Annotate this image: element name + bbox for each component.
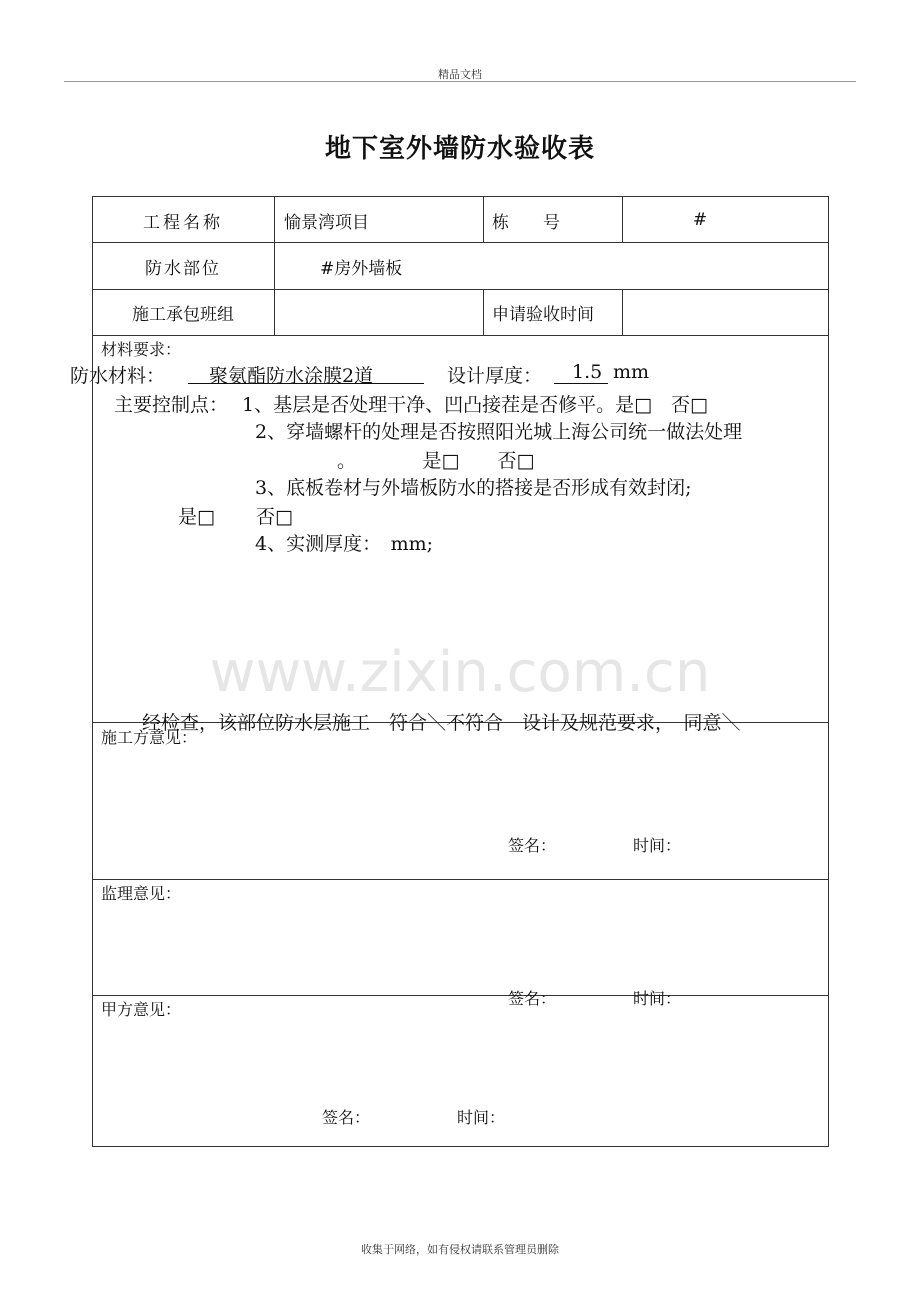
header-rule	[64, 81, 856, 82]
control-point-2: 2、穿墙螺杆的处理是否按照阳光城上海公司统一做法处理	[255, 421, 743, 443]
building-number-value: #	[692, 210, 708, 230]
table-border-bottom	[92, 1146, 829, 1147]
materials-section	[70, 336, 828, 734]
control-point-1: 1、基层是否处理干净、凹凸接茬是否修平。是□ 否□	[242, 394, 708, 416]
owner-opinion-section	[92, 996, 828, 1146]
contractor-time-label: 时间：	[633, 836, 682, 855]
material-label: 防水材料：	[70, 365, 166, 387]
table-border-right	[828, 196, 829, 1146]
table-column-divider	[274, 196, 275, 335]
design-thickness-unit: mm	[613, 361, 650, 383]
contractor-opinion-section	[92, 723, 828, 879]
control-points-label: 主要控制点：	[114, 394, 229, 416]
waterproof-location-value: #房外墙板	[320, 259, 403, 279]
project-name-label: 工程名称	[143, 213, 223, 233]
owner-sign-label: 签名：	[322, 1108, 371, 1127]
control-point-3-yes: 是□	[178, 506, 215, 528]
control-point-2-result: 。 是□ 否□	[337, 450, 535, 472]
page-footer: 收集于网络，如有侵权请联系管理员删除	[361, 1243, 559, 1256]
table-row-divider	[92, 289, 829, 290]
inspection-conclusion: 经检查，该部位防水层施工 符合＼不符合 设计及规范要求， 同意＼	[142, 712, 741, 734]
owner-opinion-label: 甲方意见：	[101, 1000, 182, 1019]
contractor-sign-label: 签名：	[508, 836, 557, 855]
material-value: 聚氨酯防水涂膜2道	[209, 365, 374, 387]
supervisor-sign-label: 签名：	[508, 989, 557, 1008]
waterproof-location-label: 防水部位	[145, 259, 221, 279]
watermark: www.zixin.com.cn	[209, 640, 711, 705]
inspection-time-label: 申请验收时间	[492, 305, 594, 325]
supervisor-opinion-label: 监理意见：	[101, 884, 182, 903]
page-header: 精品文档	[438, 68, 482, 81]
design-thickness-value: 1.5	[572, 361, 603, 383]
control-point-3-no: 否□	[256, 506, 293, 528]
table-row-divider	[92, 242, 829, 243]
control-point-4: 4、实测厚度： mm;	[255, 533, 434, 555]
building-number-label: 栋 号	[492, 213, 560, 233]
contractor-team-label: 施工承包班组	[132, 305, 234, 325]
table-border-top	[92, 196, 829, 197]
contractor-opinion-label: 施工方意见：	[101, 728, 198, 747]
supervisor-opinion-section	[92, 880, 828, 1008]
table-column-divider	[622, 289, 623, 335]
supervisor-time-label: 时间：	[633, 989, 682, 1008]
control-point-3: 3、底板卷材与外墙板防水的搭接是否形成有效封闭;	[255, 477, 692, 499]
design-thickness-label: 设计厚度：	[447, 365, 543, 387]
owner-time-label: 时间：	[457, 1108, 506, 1127]
page-title: 地下室外墙防水验收表	[324, 134, 595, 164]
table-column-divider	[483, 289, 484, 335]
table-column-divider	[483, 196, 484, 242]
project-name-value: 愉景湾项目	[284, 213, 369, 233]
materials-heading: 材料要求：	[101, 340, 182, 359]
